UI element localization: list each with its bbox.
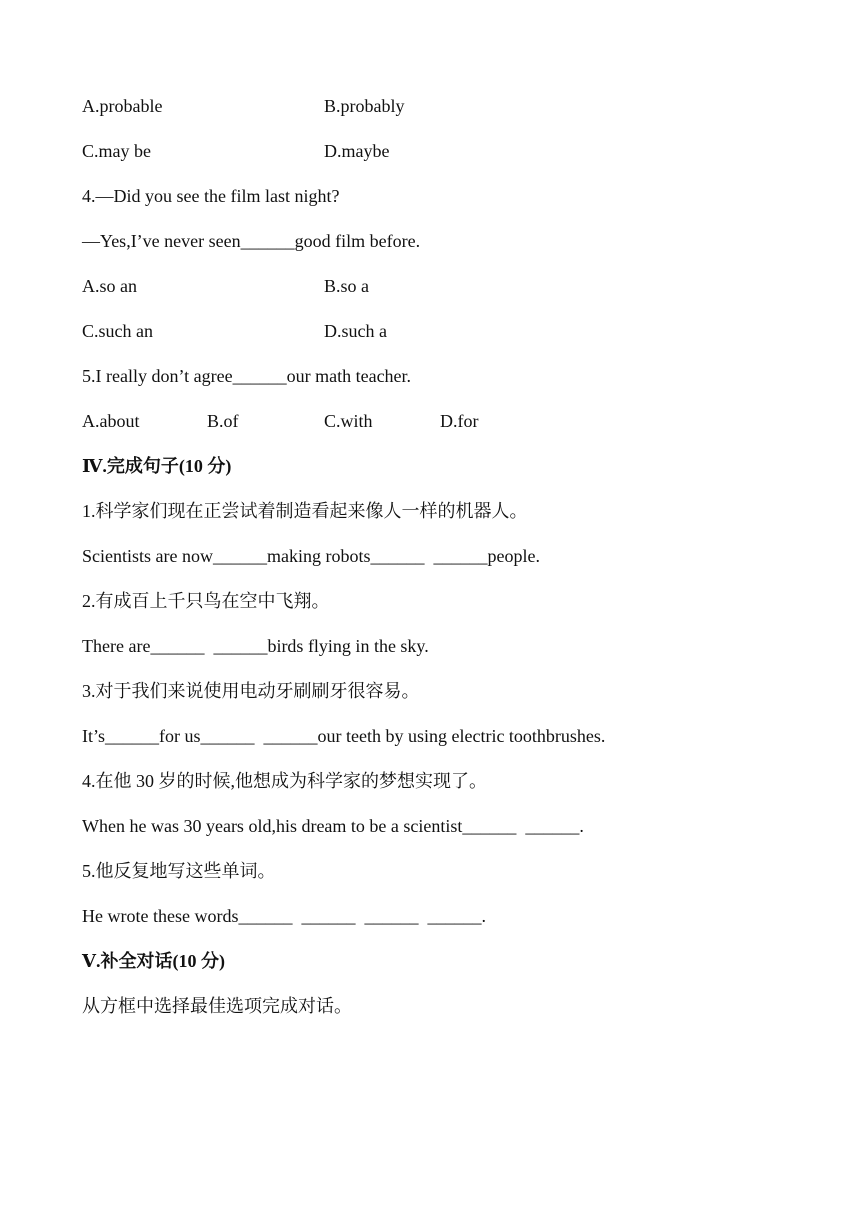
s4-item-4-english: When he was 30 years old,his dream to be a scientist______ ______. — [82, 816, 584, 836]
q3-option-c: C.may be — [82, 141, 151, 161]
s4-item-2-english: There are______ ______birds flying in the sky. — [82, 636, 429, 656]
section-5-heading: Ⅴ.补全对话(10 分) — [82, 951, 225, 971]
q4-options-row-2 — [82, 320, 822, 408]
section-4-heading: Ⅳ.完成句子(10 分) — [82, 456, 232, 476]
s4-item-1-english: Scientists are now______making robots______ ______people. — [82, 546, 540, 566]
s4-item-2-chinese: 2.有成百上千只鸟在空中飞翔。 — [82, 591, 330, 611]
s4-item-1-chinese: 1.科学家们现在正尝试着制造看起来像人一样的机器人。 — [82, 501, 528, 521]
s4-item-4-chinese: 4.在他 30 岁的时候,他想成为科学家的梦想实现了。 — [82, 771, 487, 791]
q5-option-d: D.for — [440, 411, 479, 431]
q3-options-row-2 — [82, 140, 822, 228]
q5-question: 5.I really don’t agree______our math teacher. — [82, 366, 412, 386]
q4-option-a: A.so an — [82, 276, 137, 296]
q3-option-d: D.maybe — [324, 141, 390, 161]
q5-option-c: C.with — [324, 411, 373, 431]
section-5-instruction: 从方框中选择最佳选项完成对话。 — [82, 996, 352, 1016]
q4-option-d: D.such a — [324, 321, 387, 341]
q3-option-a: A.probable — [82, 96, 163, 116]
s4-item-3-english: It’s______for us______ ______our teeth by using electric toothbrushes. — [82, 726, 606, 746]
s4-item-5-chinese: 5.他反复地写这些单词。 — [82, 861, 276, 881]
q4-answer: —Yes,I’ve never seen______good film before. — [82, 231, 421, 251]
q5-option-a: A.about — [82, 411, 140, 431]
q4-question: 4.—Did you see the film last night? — [82, 186, 340, 206]
s4-item-3-chinese: 3.对于我们来说使用电动牙刷刷牙很容易。 — [82, 681, 420, 701]
q4-option-c: C.such an — [82, 321, 153, 341]
q3-option-b: B.probably — [324, 96, 405, 116]
q5-option-b: B.of — [207, 411, 239, 431]
s4-item-5-english: He wrote these words______ ______ ______ ______. — [82, 906, 486, 926]
q4-option-b: B.so a — [324, 276, 369, 296]
